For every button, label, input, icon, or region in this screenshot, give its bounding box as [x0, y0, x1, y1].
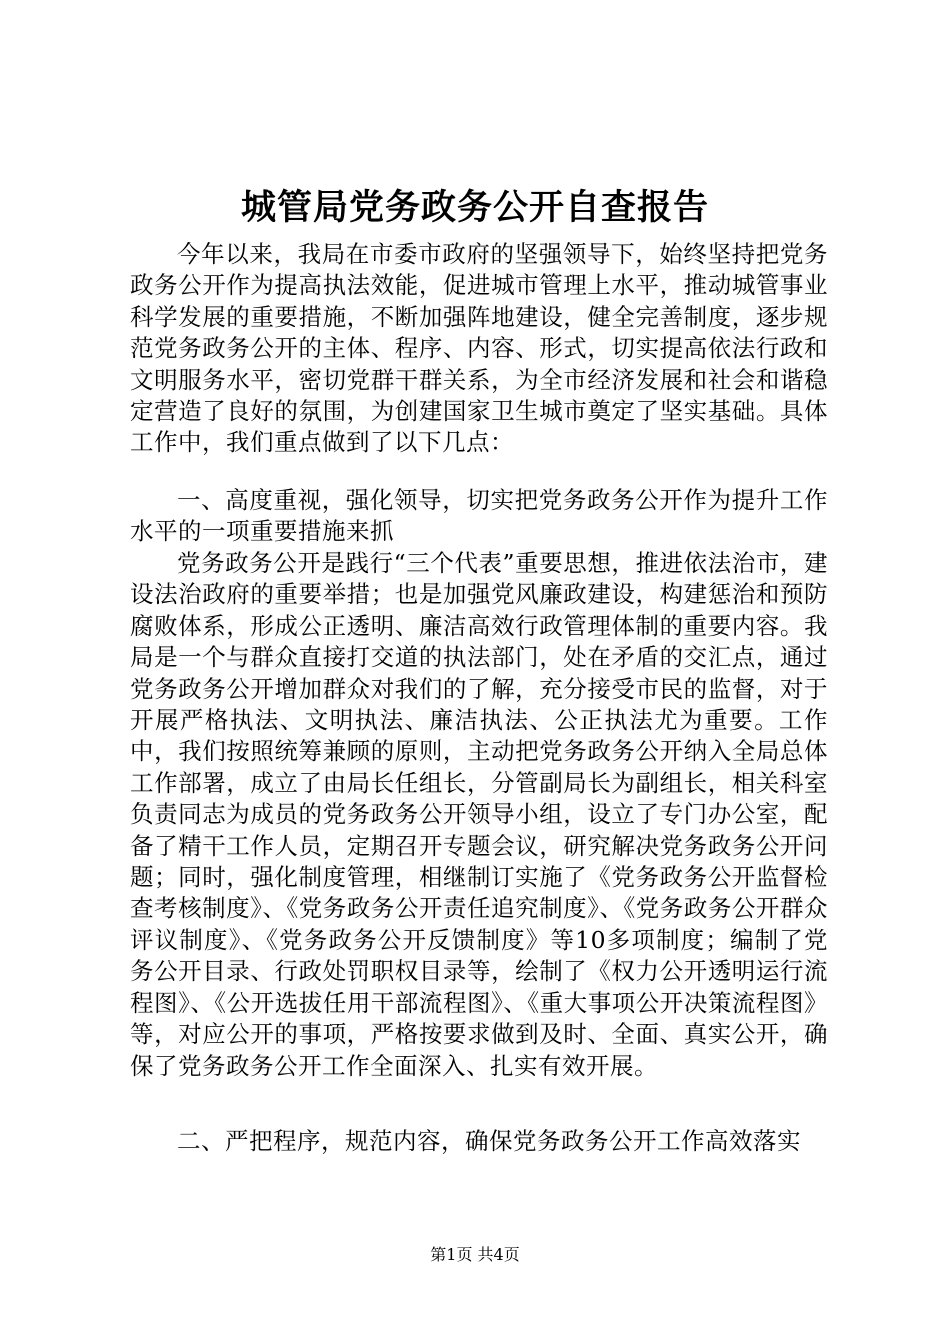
page-number-footer: 第1页 共4页	[430, 1245, 520, 1264]
section-heading-1: 一、高度重视，强化领导，切实把党务政务公开作为提升工作水平的一项重要措施来抓	[130, 486, 828, 546]
document-title: 城管局党务政务公开自查报告	[240, 187, 709, 228]
intro-paragraph: 今年以来，我局在市委市政府的坚强领导下，始终坚持把党务政务公开作为提高执法效能，促进城市管理上水平，推动城管事业科学发展的重要措施，不断加强阵地建设，健全完善制度，逐步规范党务政务公开的主体、程序、内容、形式，切实提高依法行政和文明服务水平，密切党群干群关系，为全市经济发展和社会和谐稳定营造了良好的氛围，为创建国家卫生城市奠定了坚实基础。具体工作中，我们重点做到了以下几点：	[130, 240, 828, 457]
section-heading-2: 二、严把程序，规范内容，确保党务政务公开工作高效落实	[177, 1127, 801, 1155]
section-1-paragraph: 党务政务公开是践行“三个代表”重要思想，推进依法治市，建设法治政府的重要举措；也是加强党风廉政建设，构建惩治和预防腐败体系，形成公正透明、廉洁高效行政管理体制的重要内容。我局是一个与群众直接打交道的执法部门，处在矛盾的交汇点，通过党务政务公开增加群众对我们的了解，充分接受市民的监督，对于开展严格执法、文明执法、廉洁执法、公正执法尤为重要。工作中，我们按照统筹兼顾的原则，主动把党务政务公开纳入全局总体工作部署，成立了由局长任组长，分管副局长为副组长，相关科室负责同志为成员的党务政务公开领导小组，设立了专门办公室，配备了精干工作人员，定期召开专题会议，研究解决党务政务公开问题；同时，强化制度管理，相继制订实施了《党务政务公开监督检查考核制度》、《党务政务公开责任追究制度》、《党务政务公开群众评议制度》、《党务政务公开反馈制度》等10多项制度；编制了党务公开目录、行政处罚职权目录等，绘制了《权力公开透明运行流程图》、《公开选拔任用干部流程图》、《重大事项公开决策流程图》等，对应公开的事项，严格按要求做到及时、全面、真实公开，确保了党务政务公开工作全面深入、扎实有效开展。	[130, 549, 828, 1080]
